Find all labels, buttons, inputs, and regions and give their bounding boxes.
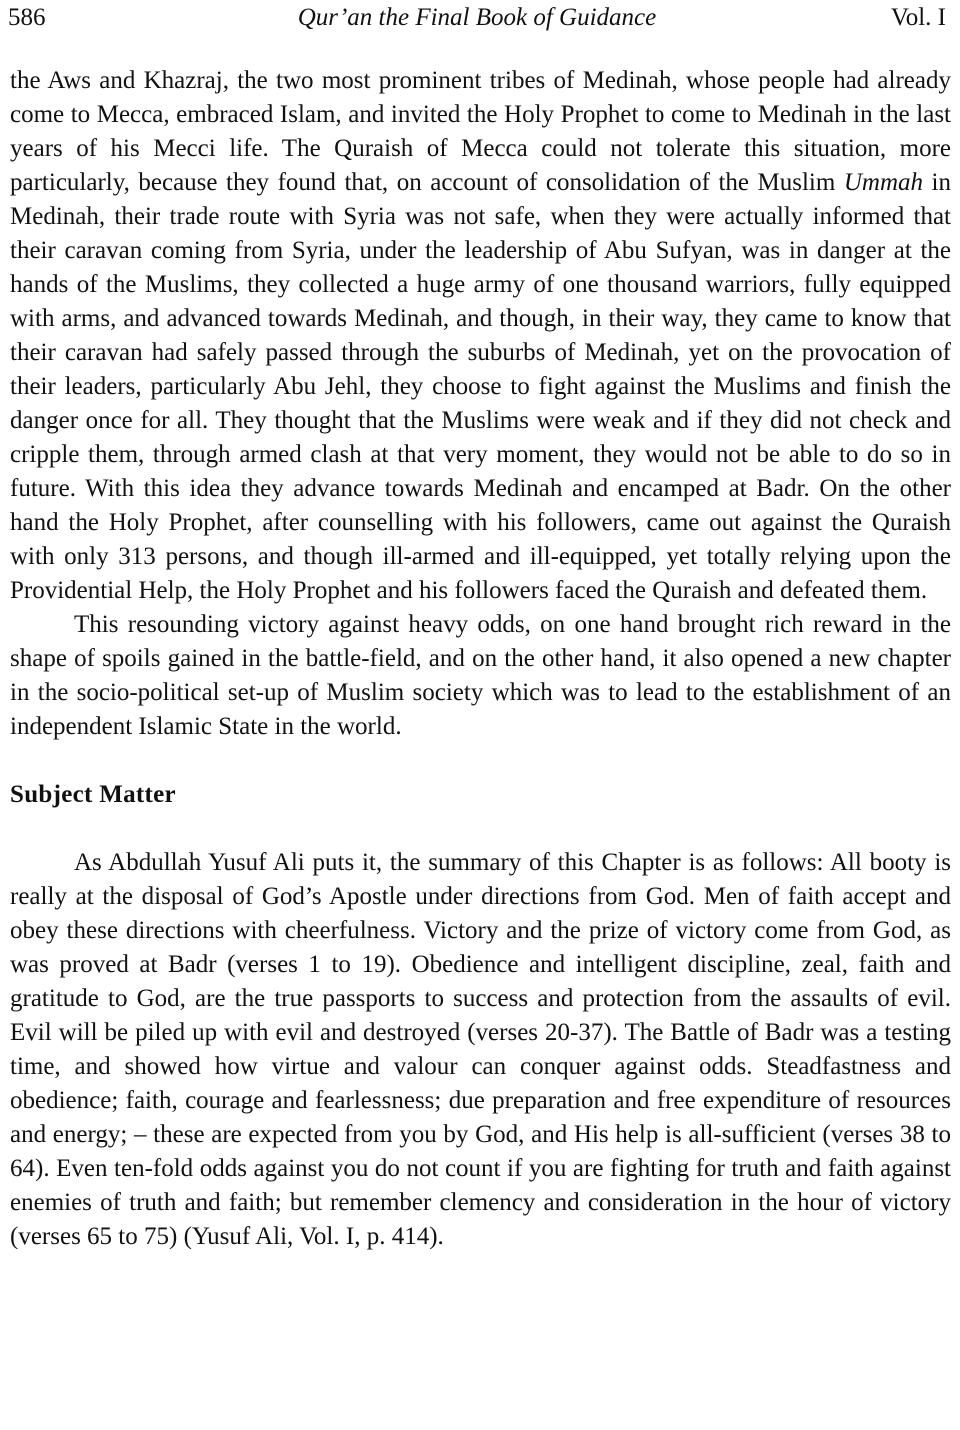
page-number: 586 <box>8 4 46 31</box>
paragraph-continued <box>10 64 951 608</box>
paragraph-summary: As Abdullah Yusuf Ali puts it, the summary of this Chapter is as follows: All booty is really at the disposal of God’s Apostle under directions from God. Men of faith accept and obey these directions with cheerfulness. Victory and the prize of victory come from God, as was proved at Badr (verses 1 to 19). Obedience and intelligent discipline, zeal, faith and gratitude to God, are the true passports to success and protection from the assaults of evil. Evil will be piled up with evil and destroyed (verses 20-37). The Battle of Badr was a testing time, and showed how virtue and valour can conquer against odds. Steadfastness and obedience; faith, courage and fearlessness; due preparation and free expenditure of resources and energy; – these are expected from you by God, and His help is all-sufficient (verses 38 to 64). Even ten-fold odds against you do not count if you are fighting for truth and faith against enemies of truth and faith; but remember clemency and consideration in the hour of victory (verses 65 to 75) (Yusuf Ali, Vol. I, p. 414). <box>10 849 951 1250</box>
paragraph-text: in Medinah, their trade route with Syria was not safe, when they were actually informed that their caravan coming from Syria, under the leadership of Abu Sufyan, was in danger at the hands of the Muslims, they collected a huge army of one thousand warriors, fully equipped with arms, and advanced towards Medinah, and though, in their way, they came to know that their caravan had safely passed through the suburbs of Medinah, yet on the provocation of their leaders, particularly Abu Jehl, they choose to fight against the Muslims and finish the danger once for all. They thought that the Muslims were weak and if they did not check and cripple them, through armed clash at that very moment, they would not be able to do so in future. With this idea they advance towards Medinah and encamped at Badr. On the other hand the Holy Prophet, after counselling with his followers, came out against the Quraish with only 313 persons, and though ill-armed and ill-equipped, yet totally relying upon the Providential Help, the Holy Prophet and his followers faced the Quraish and defeated them. <box>10 169 951 604</box>
book-title: Qur’an the Final Book of Guidance <box>297 4 657 31</box>
section-heading: Subject Matter <box>10 781 176 808</box>
paragraph-text: the Aws and Khazraj, the two most prominent tribes of Medinah, whose people had already come to Mecca, embraced Islam, and invited the Holy Prophet to come to Medinah in the last years of his Mecci life. The Quraish of Mecca could not tolerate this situation, more particularly, because they found that, on account of consolidation of the Muslim <box>10 67 951 196</box>
page-body <box>10 64 951 1254</box>
running-header <box>8 0 946 40</box>
volume-label: Vol. I <box>890 4 946 31</box>
italic-term: Ummah <box>843 169 924 196</box>
paragraph-victory: This resounding victory against heavy odds, on one hand brought rich reward in the shape of spoils gained in the battle-field, and on the other hand, it also opened a new chapter in the socio-political set-up of Muslim society which was to lead to the establishment of an independent Islamic State in the world. <box>10 611 951 740</box>
